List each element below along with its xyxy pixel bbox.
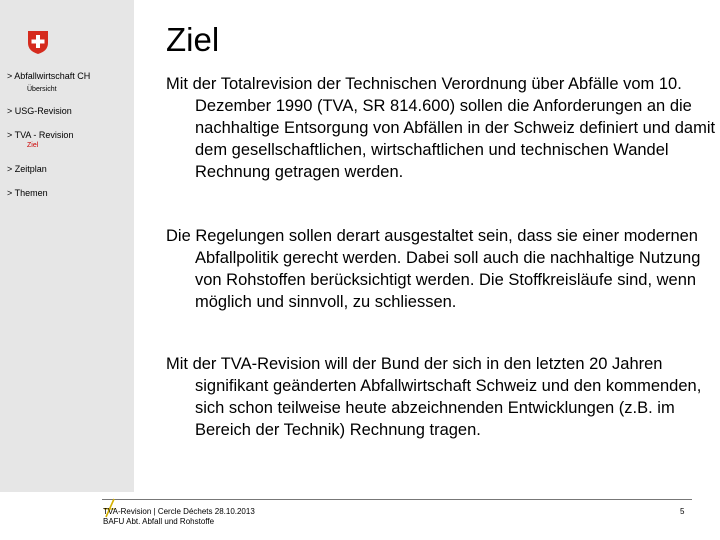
- sidebar-subitem-ziel[interactable]: Ziel: [27, 142, 39, 149]
- sidebar-item-usg-revision[interactable]: > USG-Revision: [7, 106, 72, 116]
- sidebar-item-abfallwirtschaft[interactable]: > Abfallwirtschaft CH: [7, 71, 91, 81]
- paragraph-3: Mit der TVA-Revision will der Bund der sich in den letzten 20 Jahren signifikant geänderten Abfallwirtschaft Schweiz und den kommenden, sich schon teilweise heute abzeichnenden Entwicklungen (z.B. im Bereich der Technik) Rechnung tragen.: [166, 355, 702, 439]
- sidebar-item-tva-revision[interactable]: > TVA - Revision: [7, 130, 74, 140]
- swiss-cross-icon: [27, 30, 49, 55]
- paragraph-2: Die Regelungen sollen derart ausgestaltet sein, dass sie einer modernen Abfallpolitik gerecht werden. Dabei soll auch die nachhaltige Nutzung von Rohstoffen berücksichtigt werden. Die Stoffkreisläufe sind, wenn möglich und sinnvoll, zu schliessen.: [166, 227, 701, 311]
- sidebar-subitem-uebersicht[interactable]: Übersicht: [27, 86, 57, 93]
- paragraph-1: Mit der Totalrevision der Technischen Verordnung über Abfälle vom 10. Dezember 1990 (TVA, SR 814.600) sollen die Anforderungen an die nachhaltige Entsorgung von Abfällen in der Schweiz definiert und damit dem gesellschaftlichen, wirtschaftlichen und technischen Wandel Rechnung getragen werden.: [166, 75, 716, 181]
- footer-line-2: BAFU Abt. Abfall und Rohstoffe: [103, 517, 215, 526]
- footer-text: [103, 507, 255, 527]
- footer-divider: [102, 499, 692, 500]
- sidebar-item-themen[interactable]: > Themen: [7, 188, 48, 198]
- page-title: Ziel: [166, 21, 220, 58]
- page-number: 5: [680, 507, 685, 516]
- footer-line-1: TVA-Revision | Cercle Déchets 28.10.2013: [103, 507, 255, 516]
- sidebar-item-zeitplan[interactable]: > Zeitplan: [7, 164, 47, 174]
